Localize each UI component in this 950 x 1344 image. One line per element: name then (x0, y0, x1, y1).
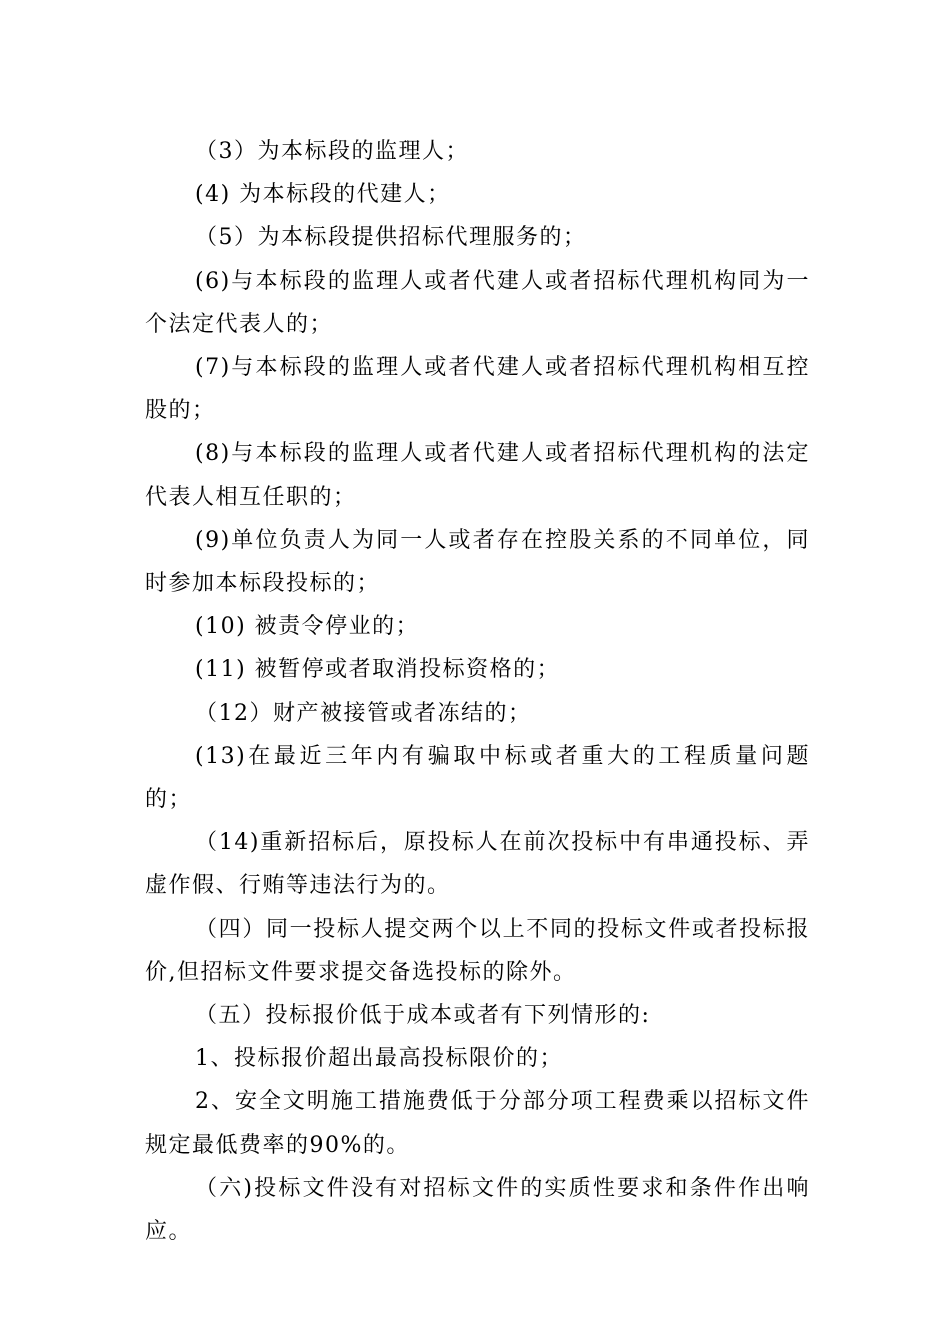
clause-11: (11) 被暂停或者取消投标资格的； (195, 657, 561, 683)
section-5-item-1: 1、投标报价超出最高投标限价的； (195, 1046, 563, 1072)
document-body (145, 130, 810, 1253)
clause-12: （12）财产被接管或者冻结的； (195, 700, 532, 726)
clause-4: (4) 为本标段的代建人； (195, 182, 451, 208)
clause-13: (13)在最近三年内有骗取中标或者重大的工程质量问题的； (145, 743, 810, 813)
section-4: （四）同一投标人提交两个以上不同的投标文件或者投标报价,但招标文件要求提交备选投标的除外。 (145, 916, 810, 985)
section-5: （五）投标报价低于成本或者有下列情形的: (195, 1003, 651, 1029)
clause-14: （14)重新招标后，原投标人在前次投标中有串通投标、弄虚作假、行贿等违法行为的。 (145, 830, 810, 899)
clause-9: (9)单位负责人为同一人或者存在控股关系的不同单位，同时参加本标段投标的； (145, 527, 810, 597)
clause-6: (6)与本标段的监理人或者代建人或者招标代理机构同为一个法定代表人的； (145, 268, 810, 337)
clause-7: (7)与本标段的监理人或者代建人或者招标代理机构相互控股的； (145, 355, 810, 424)
clause-8: (8)与本标段的监理人或者代建人或者招标代理机构的法定代表人相互任职的； (145, 441, 810, 510)
section-5-item-2: 2、安全文明施工措施费低于分部分项工程费乘以招标文件规定最低费率的90%的。 (145, 1089, 810, 1158)
section-6: （六)投标文件没有对招标文件的实质性要求和条件作出响应。 (145, 1175, 810, 1245)
clause-3: （3）为本标段的监理人； (195, 139, 469, 164)
clause-5: （5）为本标段提供招标代理服务的； (195, 225, 587, 251)
clause-10: (10) 被责令停业的； (195, 614, 420, 640)
